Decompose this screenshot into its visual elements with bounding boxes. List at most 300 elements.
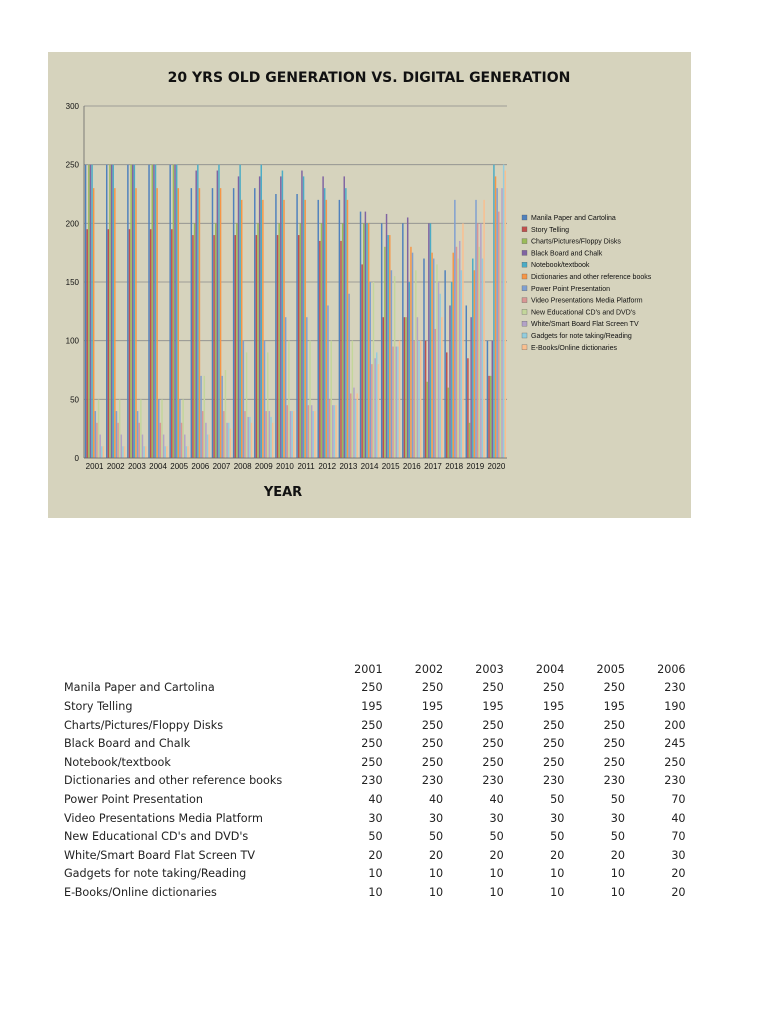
bar xyxy=(376,352,377,458)
bar xyxy=(500,223,501,458)
bar xyxy=(158,399,159,458)
bar xyxy=(174,165,175,458)
row-label: Story Telling xyxy=(64,699,133,713)
table-cell: 250 xyxy=(482,681,504,695)
bar xyxy=(251,423,252,458)
table-cell: 250 xyxy=(421,681,444,695)
bar xyxy=(479,247,480,458)
bar xyxy=(88,165,89,458)
bar xyxy=(420,341,421,458)
bar xyxy=(223,411,224,458)
bar xyxy=(171,229,172,458)
bar xyxy=(91,165,92,458)
bar xyxy=(366,223,367,458)
bar xyxy=(426,382,427,458)
bar xyxy=(467,358,468,458)
x-tick-label: 2014 xyxy=(360,462,379,471)
bar xyxy=(444,270,445,458)
year-header: 2005 xyxy=(596,662,625,676)
table-cell: 30 xyxy=(368,811,383,825)
bar xyxy=(205,423,206,458)
bar xyxy=(363,223,364,458)
row-label: New Educational CD's and DVD's xyxy=(64,830,249,844)
table-cell: 10 xyxy=(489,867,504,881)
bar xyxy=(197,165,198,458)
bar xyxy=(130,165,131,458)
bar xyxy=(277,235,278,458)
bar xyxy=(396,347,397,458)
table-cell: 70 xyxy=(671,830,686,844)
bar xyxy=(254,188,255,458)
bar xyxy=(301,171,302,458)
bar xyxy=(143,446,144,458)
y-tick-label: 300 xyxy=(65,102,79,111)
x-tick-label: 2005 xyxy=(170,462,189,471)
y-tick-label: 0 xyxy=(74,454,79,463)
table-row xyxy=(60,734,686,753)
legend-label: Video Presentations Media Platform xyxy=(531,297,643,305)
bar xyxy=(314,411,315,458)
bar xyxy=(199,188,200,458)
table-header-row xyxy=(60,660,686,679)
table-cell: 70 xyxy=(671,792,686,806)
bar xyxy=(119,399,120,458)
table-row xyxy=(60,716,686,735)
bar xyxy=(134,165,135,458)
bar xyxy=(488,376,489,458)
bar xyxy=(342,223,343,458)
bar xyxy=(212,188,213,458)
row-label: Gadgets for note taking/Reading xyxy=(64,867,247,881)
bar xyxy=(345,188,346,458)
bar xyxy=(264,341,265,458)
bar xyxy=(368,223,369,458)
row-label: Notebook/textbook xyxy=(64,755,171,769)
bar xyxy=(285,317,286,458)
row-label: Black Board and Chalk xyxy=(64,737,191,751)
table-cell: 195 xyxy=(421,699,444,713)
bar xyxy=(186,446,187,458)
table-cell: 195 xyxy=(361,699,383,713)
bar xyxy=(386,214,387,458)
bar xyxy=(178,188,179,458)
bar xyxy=(150,229,151,458)
bar xyxy=(179,399,180,458)
table-row xyxy=(60,883,686,902)
x-tick-label: 2010 xyxy=(276,462,294,471)
table-cell: 250 xyxy=(421,755,444,769)
chart-panel xyxy=(48,52,691,518)
bar xyxy=(290,411,291,458)
legend-label: Story Telling xyxy=(531,226,570,234)
bar xyxy=(270,417,271,458)
bar xyxy=(373,282,374,458)
bar xyxy=(282,171,283,458)
table-cell: 50 xyxy=(610,792,625,806)
table-row xyxy=(60,697,686,716)
table-cell: 20 xyxy=(428,848,444,862)
row-label: Charts/Pictures/Floppy Disks xyxy=(64,718,224,732)
table-cell: 250 xyxy=(361,718,383,732)
table-row xyxy=(60,772,686,791)
bar xyxy=(236,223,237,458)
bar xyxy=(469,423,470,458)
chart-title: 20 YRS OLD GENERATION VS. DIGITAL GENERATION xyxy=(167,70,571,86)
x-tick-label: 2006 xyxy=(191,462,210,471)
bar xyxy=(86,229,87,458)
table-cell: 20 xyxy=(671,867,686,881)
bar xyxy=(454,200,455,458)
row-label: Power Point Presentation xyxy=(64,792,203,806)
table-cell: 10 xyxy=(368,867,383,881)
legend-swatch xyxy=(522,215,527,220)
bar xyxy=(93,188,94,458)
bar xyxy=(423,259,424,458)
bar xyxy=(298,235,299,458)
bar xyxy=(490,376,491,458)
table-cell: 10 xyxy=(550,867,565,881)
bar xyxy=(278,223,279,458)
legend-label: Dictionaries and other reference books xyxy=(531,274,652,281)
bar xyxy=(228,423,229,458)
bar xyxy=(356,393,357,458)
bar xyxy=(259,176,260,458)
bar xyxy=(389,235,390,458)
bar xyxy=(374,358,375,458)
legend-label: Black Board and Chalk xyxy=(531,250,603,258)
bar-chart xyxy=(48,52,691,518)
legend-swatch xyxy=(522,227,527,232)
table-cell: 10 xyxy=(428,885,444,899)
y-tick-label: 150 xyxy=(65,278,79,287)
table-cell: 250 xyxy=(603,718,625,732)
x-tick-label: 2002 xyxy=(106,462,125,471)
bar xyxy=(412,253,413,458)
table-corner xyxy=(60,660,322,679)
legend-swatch xyxy=(522,309,527,314)
bar xyxy=(291,411,292,458)
table-cell: 50 xyxy=(550,792,565,806)
legend-label: New Educational CD's and DVD's xyxy=(531,309,636,317)
bar xyxy=(404,317,405,458)
bar xyxy=(339,200,340,458)
bar xyxy=(166,446,167,458)
x-tick-label: 2016 xyxy=(402,462,421,471)
bar xyxy=(326,200,327,458)
bar xyxy=(187,446,188,458)
bar xyxy=(381,223,382,458)
bar xyxy=(394,276,395,458)
bar xyxy=(148,165,149,458)
bar xyxy=(466,305,467,458)
table-cell: 20 xyxy=(489,848,504,862)
bar xyxy=(153,165,154,458)
table-cell: 50 xyxy=(368,830,383,844)
bar xyxy=(161,399,162,458)
bar xyxy=(106,165,107,458)
bar xyxy=(456,247,457,458)
year-header: 2006 xyxy=(657,662,686,676)
table-row xyxy=(60,753,686,772)
legend-label: E-Books/Online dictionaries xyxy=(531,344,617,352)
bar xyxy=(397,347,398,458)
bar xyxy=(114,188,115,458)
bar xyxy=(202,411,203,458)
bar xyxy=(204,376,205,458)
bar xyxy=(399,341,400,458)
bar xyxy=(200,376,201,458)
x-tick-label: 2018 xyxy=(445,462,464,471)
bar xyxy=(257,223,258,458)
bar xyxy=(344,176,345,458)
bar xyxy=(487,341,488,458)
bar xyxy=(111,165,112,458)
bar xyxy=(474,270,475,458)
bar xyxy=(321,223,322,458)
bar xyxy=(127,165,128,458)
bar xyxy=(288,341,289,458)
bar xyxy=(446,352,447,458)
bar xyxy=(410,247,411,458)
bar xyxy=(335,405,336,458)
bar xyxy=(176,165,177,458)
table-cell: 30 xyxy=(610,811,625,825)
table-cell: 230 xyxy=(603,774,625,788)
bar xyxy=(296,194,297,458)
row-label: Manila Paper and Cartolina xyxy=(64,681,215,695)
bar xyxy=(108,229,109,458)
y-tick-label: 250 xyxy=(65,160,79,170)
table-cell: 230 xyxy=(421,774,444,788)
table-row xyxy=(60,809,686,828)
legend-swatch xyxy=(522,321,527,326)
bar xyxy=(267,352,268,458)
bar xyxy=(239,165,240,458)
bar xyxy=(371,364,372,458)
table-cell: 250 xyxy=(603,681,625,695)
legend-swatch xyxy=(522,250,527,255)
table-cell: 250 xyxy=(361,755,383,769)
table-cell: 30 xyxy=(550,811,565,825)
bar xyxy=(496,188,497,458)
bar xyxy=(173,165,174,458)
bar xyxy=(308,405,309,458)
bar xyxy=(425,341,426,458)
table-cell: 40 xyxy=(489,792,504,806)
bar xyxy=(330,341,331,458)
bar xyxy=(441,317,442,458)
x-tick-label: 2008 xyxy=(233,462,252,471)
bar xyxy=(152,165,153,458)
bar xyxy=(313,411,314,458)
bar xyxy=(435,329,436,458)
bar xyxy=(334,405,335,458)
bar xyxy=(303,176,304,458)
x-tick-label: 2012 xyxy=(318,462,337,471)
table-cell: 250 xyxy=(482,755,504,769)
legend-swatch xyxy=(522,345,527,350)
bar xyxy=(329,399,330,458)
bars xyxy=(85,165,506,458)
row-label: E-Books/Online dictionaries xyxy=(64,885,217,899)
x-tick-label: 2020 xyxy=(487,462,506,471)
bar xyxy=(241,200,242,458)
bar xyxy=(391,270,392,458)
table-cell: 10 xyxy=(610,867,625,881)
bar xyxy=(300,223,301,458)
bar xyxy=(365,212,366,458)
y-tick-label: 100 xyxy=(65,336,79,346)
bar xyxy=(387,235,388,458)
bar xyxy=(448,388,449,458)
year-header: 2004 xyxy=(535,662,565,676)
row-label: Video Presentations Media Platform xyxy=(64,811,263,825)
bar xyxy=(306,317,307,458)
legend-label: Manila Paper and Cartolina xyxy=(531,215,616,222)
bar xyxy=(238,176,239,458)
bar xyxy=(165,446,166,458)
bar xyxy=(293,411,294,458)
bar xyxy=(327,305,328,458)
bar xyxy=(355,399,356,458)
bar xyxy=(181,423,182,458)
bar xyxy=(99,435,100,458)
bar xyxy=(340,241,341,458)
bar xyxy=(304,200,305,458)
data-table xyxy=(60,660,686,902)
bar xyxy=(117,423,118,458)
bar xyxy=(482,259,483,458)
bar xyxy=(160,423,161,458)
table-cell: 195 xyxy=(603,699,625,713)
bar xyxy=(275,194,276,458)
table-cell: 230 xyxy=(664,774,686,788)
table-cell: 195 xyxy=(482,699,504,713)
x-tick-label: 2019 xyxy=(466,462,485,471)
bar xyxy=(156,188,157,458)
bar xyxy=(269,411,270,458)
bar xyxy=(392,347,393,458)
bar xyxy=(169,165,170,458)
bar xyxy=(137,411,138,458)
table-row xyxy=(60,846,686,865)
table-cell: 250 xyxy=(603,737,625,751)
table-cell: 40 xyxy=(428,792,444,806)
table-cell: 30 xyxy=(671,848,686,862)
bar xyxy=(370,282,371,458)
table-cell: 230 xyxy=(361,774,383,788)
bar xyxy=(322,176,323,458)
bar xyxy=(498,212,499,458)
bar xyxy=(122,446,123,458)
legend-swatch xyxy=(522,239,527,244)
bar xyxy=(461,270,462,458)
bar xyxy=(483,200,484,458)
table-row xyxy=(60,679,686,698)
x-tick-label: 2003 xyxy=(127,462,146,471)
bar xyxy=(213,235,214,458)
bar xyxy=(283,200,284,458)
bar xyxy=(249,417,250,458)
bar xyxy=(470,317,471,458)
bar xyxy=(413,341,414,458)
bar xyxy=(477,223,478,458)
table-cell: 230 xyxy=(482,774,504,788)
bar xyxy=(109,165,110,458)
table-cell: 50 xyxy=(428,830,444,844)
legend-label: Charts/Pictures/Floppy Disks xyxy=(531,238,621,246)
bar xyxy=(95,411,96,458)
x-tick-label: 2009 xyxy=(254,462,273,471)
x-tick-label: 2007 xyxy=(212,462,231,471)
bar xyxy=(492,341,493,458)
bar xyxy=(261,165,262,458)
bar xyxy=(428,223,429,458)
legend xyxy=(522,215,652,352)
table-cell: 250 xyxy=(543,755,565,769)
bar xyxy=(191,188,192,458)
bar xyxy=(246,352,247,458)
bar xyxy=(418,341,419,458)
bar xyxy=(348,294,349,458)
bar xyxy=(262,200,263,458)
bar xyxy=(121,435,122,458)
bar xyxy=(475,200,476,458)
bar xyxy=(472,259,473,458)
table-cell: 30 xyxy=(489,811,504,825)
bar xyxy=(451,282,452,458)
table-row xyxy=(60,790,686,809)
year-header: 2002 xyxy=(414,662,444,676)
legend-swatch xyxy=(522,274,527,279)
legend-label: Notebook/textbook xyxy=(531,262,590,270)
bar xyxy=(163,435,164,458)
legend-label: Power Point Presentation xyxy=(531,285,610,293)
bar xyxy=(124,446,125,458)
bar xyxy=(116,411,117,458)
bar xyxy=(324,188,325,458)
table-cell: 250 xyxy=(421,718,444,732)
bar xyxy=(182,399,183,458)
bar xyxy=(453,253,454,458)
bar xyxy=(462,223,463,458)
legend-swatch xyxy=(522,286,527,291)
table-cell: 50 xyxy=(610,830,625,844)
bar xyxy=(384,247,385,458)
bar xyxy=(135,188,136,458)
table-cell: 250 xyxy=(482,737,504,751)
year-header: 2003 xyxy=(475,662,504,676)
legend-label: Gadgets for note taking/Reading xyxy=(531,333,632,340)
bar xyxy=(501,188,502,458)
x-tick-label: 2017 xyxy=(424,462,442,471)
bar xyxy=(402,223,403,458)
x-axis-title: YEAR xyxy=(263,485,303,500)
table-cell: 40 xyxy=(671,811,686,825)
bar xyxy=(449,305,450,458)
table-cell: 200 xyxy=(664,718,686,732)
bar xyxy=(195,171,196,458)
table-cell: 245 xyxy=(664,737,686,751)
bar xyxy=(218,165,219,458)
bar xyxy=(90,165,91,458)
legend-swatch xyxy=(522,333,527,338)
bar xyxy=(220,188,221,458)
bar xyxy=(145,446,146,458)
bar xyxy=(505,171,506,458)
bar xyxy=(378,364,379,458)
bar xyxy=(101,446,102,458)
